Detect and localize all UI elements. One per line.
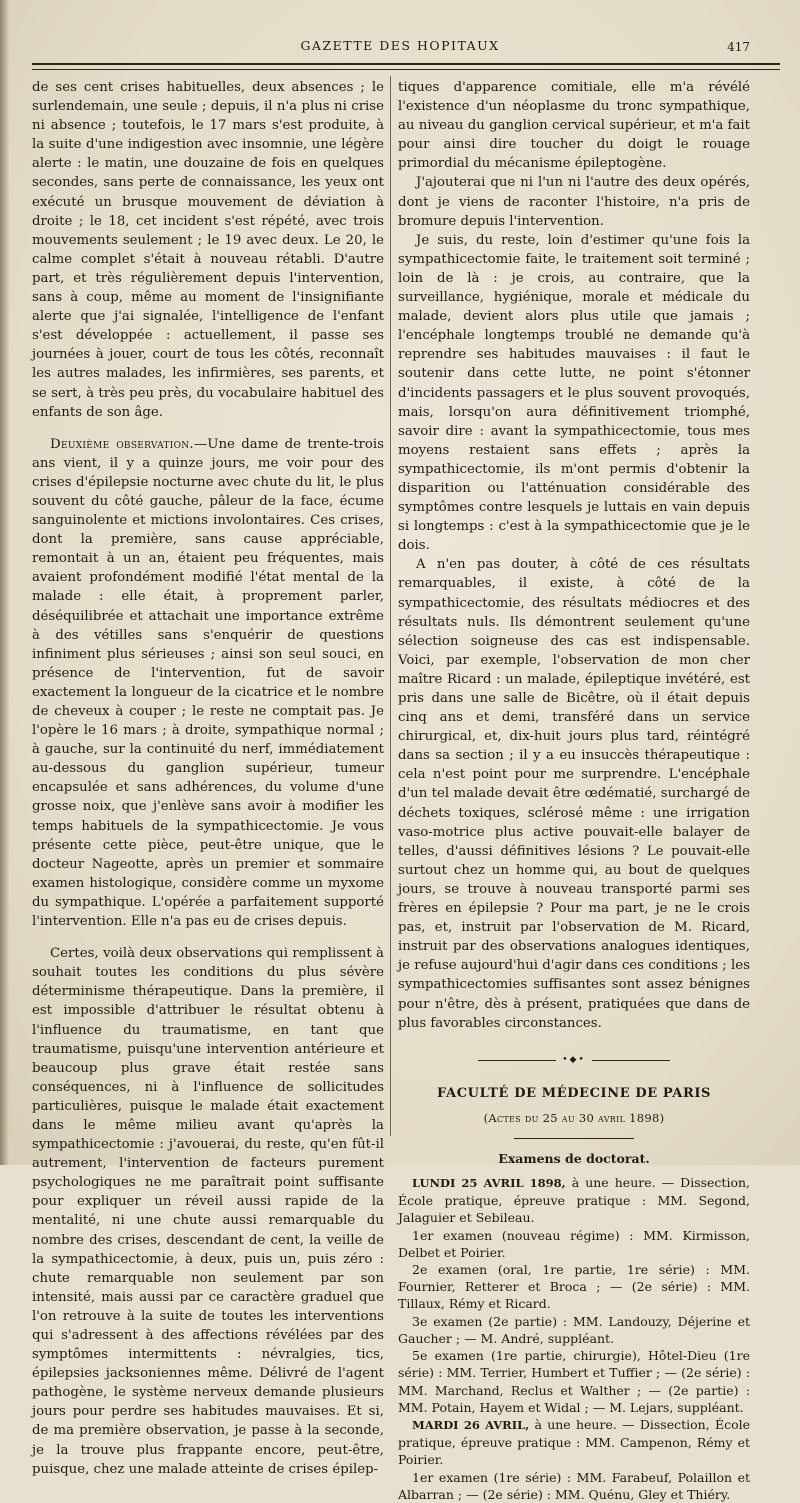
- page-number: 417: [727, 40, 750, 54]
- exam-entry: 5e examen (1re partie, chirurgie), Hôtel-Dieu (1re série) : MM. Terrier, Humbert et Tuffier ; — (2e série) : MM. Marchand, Reclus et Walther ; — (2e partie) : MM. Potain, Hayem et Widal ; — M. Lejars, suppléant.: [398, 1348, 750, 1415]
- exam-date: MARDI 26 AVRIL,: [412, 1417, 530, 1432]
- exam-text: à une heure. — Dissection, École pratique, épreuve pratique : MM. Campenon, Rémy et Poirier.: [398, 1416, 750, 1468]
- exam-entry: 2e examen (oral, 1re partie, 1re série) : MM. Fournier, Retterer et Broca ; — (2e série) : MM. Tillaux, Rémy et Ricard.: [398, 1262, 750, 1312]
- exam-entry: [398, 1416, 750, 1469]
- observation-label: Deuxième observation.: [50, 436, 194, 452]
- paragraph: Je suis, du reste, loin d'estimer qu'une fois la sympathicectomie faite, le traitement soit terminé ; loin de là : je crois, au contraire, que la surveillance, hygiénique, morale et médicale du malade, devient alors plus utile que jamais ; l'encéphale longtemps troublé ne demande qu'à reprendre ses habitudes mauvaises : il faut le soutenir dans cette lutte, ne point s'étonner d'incidents passagers et le plus souvent provoqués, mais, lorsqu'on aura définitivement triomphé, savoir dire : avant la sympathicectomie, tous mes moyens restaient sans effets ; après la sympathicectomie, ils m'ont permis d'obtenir la disparition ou l'atténuation considérable des symptômes contre lesquels je luttais en vain depuis si longtemps : c'est à la sympathicectomie que je le dois.: [398, 232, 750, 554]
- exam-text: à une heure. — Dissection, École pratique, épreuve pratique : MM. Segond, Jalaguier et Sebileau.: [398, 1175, 751, 1226]
- observation-text: —Une dame de trente-trois ans vient, il y a quinze jours, me voir pour des crises d'épilepsie nocturne avec chute du lit, le plus souvent du côté gauche, pâleur de la face, écume sanguinolente et mictions involontaires. Ces crises, dont la première, sans cause appréciable, remontait à un an, étaient peu fréquentes, mais avaient profondément modifié l'état mental de la malade : elle était, à proprement parler, déséquilibrée et attachait une importance extrême à des vétilles sans s'enquérir de questions infiniment plus sérieuses ; ainsi son seul souci, en présence de l'intervention, fut de savoir exactement la longueur de la cicatrice et le nombre de cheveux à couper ; le reste ne comptait pas. Je l'opère le 16 mars ; à droite, sympathique normal ; à gauche, sur la continuité du nerf, immédiatement au-dessous du ganglion supérieur, tumeur encapsulée et sans adhérences, du volume d'une grosse noix, que j'enlève sans avoir à modifier les temps habituels de la sympathicectomie. Je vous présente cette pièce, peut-être unique, que le docteur Nageotte, après un premier et sommaire examen histologique, considère comme un myxome du sympathique. L'opérée a parfaitement supporté l'intervention. Elle n'a pas eu de crises depuis.: [32, 436, 384, 930]
- section-ornament: •◆•: [398, 1051, 750, 1070]
- exam-entry: 1er examen (nouveau régime) : MM. Kirmisson, Delbet et Poirier.: [398, 1227, 750, 1260]
- paragraph: de ses cent crises habituelles, deux absences ; le surlendemain, une seule ; depuis, il n'a plus ni crise ni absence ; toutefois, le 17 mars s'est produite, à la suite d'une indigestion avec insomnie, une légère alerte : le matin, une douzaine de fois en quelques secondes, sans perte de connaissance, les yeux ont exécuté un brusque mouvement de déviation à droite ; le 18, cet incident s'est répété, avec trois mouvements seulement ; le 19 avec deux. Le 20, le calme complet s'était à nouveau rétabli. D'autre part, et très régulièrement depuis l'intervention, sans à coup, même au moment de l'insignifiante alerte que j'ai signalée, l'intelligence de l'enfant s'est développée : actuellement, il passe ses journées à jouer, court de tous les côtés, reconnaît les autres malades, les infirmières, ses parents, et se sert, à très peu près, du vocabulaire habituel des enfants de son âge.: [32, 80, 384, 420]
- faculty-heading: FACULTÉ DE MÉDECINE DE PARIS: [436, 1085, 712, 1101]
- running-header: [0, 38, 800, 58]
- actes-dates: (Actes du 25 au 30 avril 1898): [483, 1110, 665, 1125]
- column-divider: [390, 76, 391, 1136]
- paragraph: A n'en pas douter, à côté de ces résultats remarquables, il existe, à côté de la sympathicectomie, des résultats médiocres et des résultats nuls. Ils démontrent seulement qu'une sélection soigneuse des cas est indispensable. Voici, par exemple, l'observation de mon cher maître Ricard : un malade, épileptique invétéré, est pris dans une salle de Bicêtre, où il était depuis cinq ans et demi, transféré dans un service chirurgical, et, dix-huit jours plus tard, réintégré dans sa section ; il y a eu insuccès thérapeutique : cela n'est point pour me surprendre. L'encéphale d'un tel malade devait être œdématié, surchargé de déchets toxiques, sclérosé même : une irrigation vaso-motrice plus active pouvait-elle balayer de telles, d'aussi définitives lésions ? Le pouvait-elle surtout chez un homme qui, au bout de quelques jours, se trouve à nouveau transporté parmi ses frères en épilepsie ? Pour ma part, je ne le crois pas, et, instruit par l'observation de M. Ricard, instruit par des observations analogues identiques, je refuse aujourd'hui d'agir dans ces conditions ; les sympathicectomies suffisantes sont assez bénignes pour n'être, dès à présent, pratiquées que dans de plus favorables circonstances.: [398, 557, 750, 1031]
- left-column: [32, 78, 384, 1479]
- paragraph: J'ajouterai que ni l'un ni l'autre des deux opérés, dont je viens de raconter l'histoire, n'a pris de bromure depuis l'intervention.: [398, 175, 750, 229]
- exams-heading: Examens de doctorat.: [498, 1150, 650, 1166]
- binding-edge: [0, 0, 9, 1165]
- exam-list: [398, 1174, 750, 1503]
- exam-entry: 1er examen (1re série) : MM. Farabeuf, Polaillon et Albarran ; — (2e série) : MM. Quénu, Gley et Thiéry.: [398, 1469, 750, 1502]
- right-column: [398, 78, 750, 1503]
- exam-date: LUNDI 25 AVRIL 1898,: [412, 1176, 566, 1191]
- exam-entry: [398, 1174, 750, 1227]
- header-rule-thin: [32, 69, 780, 70]
- paragraph: tiques d'apparence comitiale, elle m'a révélé l'existence d'un néoplasme du tronc sympathique, au niveau du ganglion cervical supérieur, et m'a fait pour ainsi dire toucher du doigt le rouage primordial du mécanisme épileptogène.: [398, 80, 750, 172]
- section-rule: [514, 1138, 634, 1139]
- paragraph: Certes, voilà deux observations qui remplissent à souhait toutes les conditions du plus sévère déterminisme thérapeutique. Dans la première, il est impossible d'attribuer le résultat obtenu à l'influence du traumatisme, en tant que traumatisme, puisqu'une intervention antérieure et beaucoup plus grave était restée sans conséquences, ni à l'influence de sollicitudes particulières, puisque le malade était exactement dans le même milieu avant qu'après la sympathicectomie : j'avouerai, du reste, qu'en fût-il autrement, l'intervention de facteurs purement psychologiques ne me paraîtrait point suffisante pour expliquer un réveil aussi rapide de la mentalité, ni une chute aussi remarquable du nombre des crises, descendant de cent, la veille de la sympathicectomie, à deux, puis un, puis zéro : chute remarquable non seulement par son intensité, mais aussi par ce caractère graduel que l'on retrouve à la suite de toutes les interventions qui s'adressent à des affections révélées par des symptômes intermittents : névralgies, tics, épilepsies jacksoniennes même. Délivré de l'agent pathogène, le système nerveux demande plusieurs jours pour perdre ses habitudes mauvaises. Et si, de ma première observation, je passe à la seconde, je la trouve plus frappante encore, peut-être, puisque, chez une malade atteinte de crises épilep-: [32, 946, 384, 1477]
- exam-entry: 3e examen (2e partie) : MM. Landouzy, Déjerine et Gaucher ; — M. André, suppléant.: [398, 1313, 750, 1346]
- journal-title: GAZETTE DES HOPITAUX: [300, 38, 500, 53]
- paragraph-second-observation: [32, 435, 384, 931]
- header-rule-thick: [32, 63, 780, 65]
